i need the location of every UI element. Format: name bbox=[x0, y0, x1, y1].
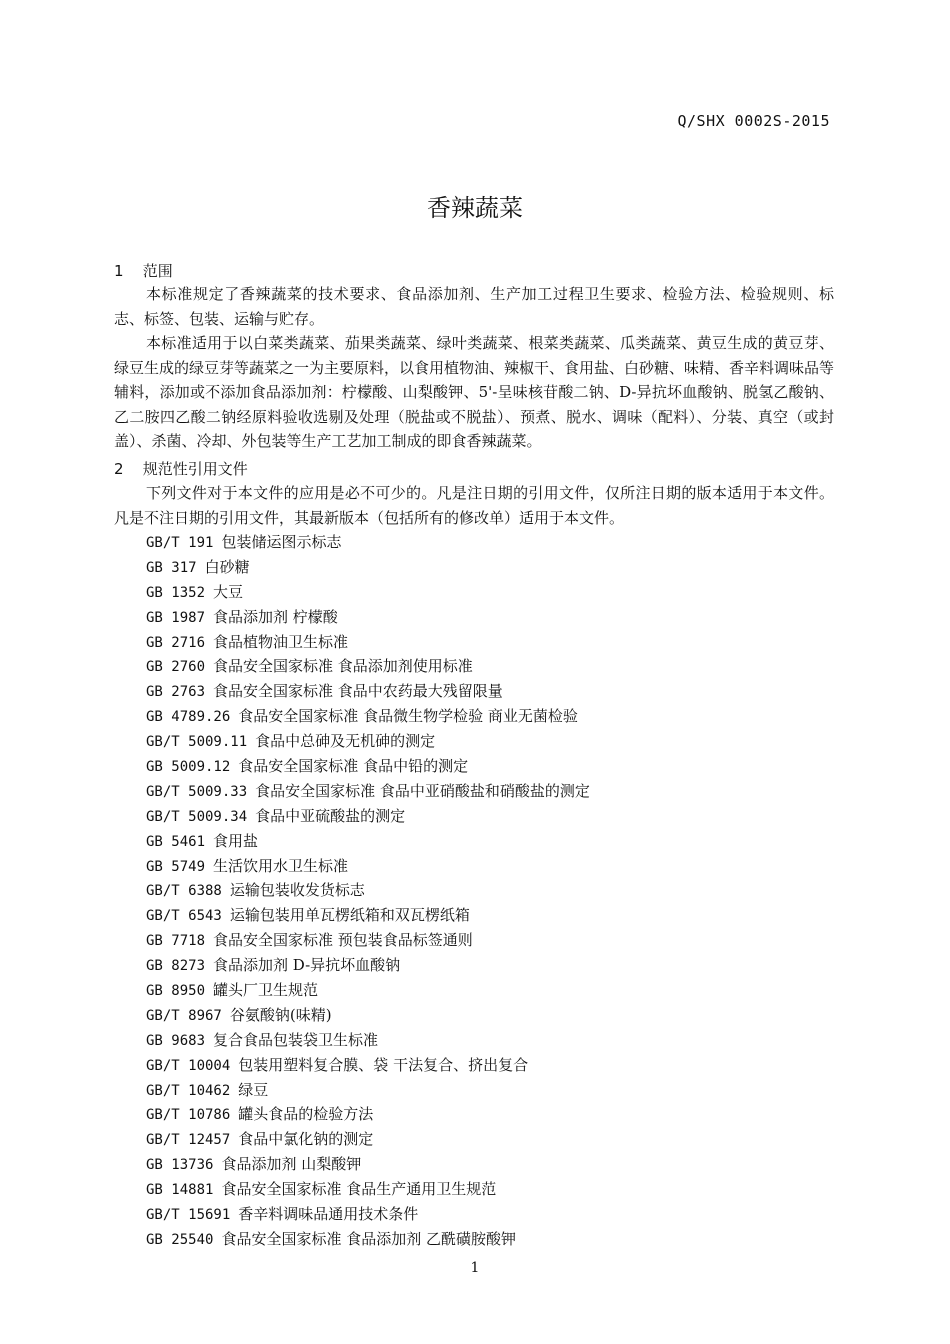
reference-title: 食品中氯化钠的测定 bbox=[238, 1130, 374, 1149]
references-intro-paragraph: 下列文件对于本文件的应用是必不可少的。凡是注日期的引用文件，仅所注日期的版本适用于本文件。凡是不注日期的引用文件，其最新版本（包括所有的修改单）适用于本文件。 bbox=[114, 484, 834, 527]
scope-paragraph-2: 本标准适用于以白菜类蔬菜、茄果类蔬菜、绿叶类蔬菜、根菜类蔬菜、瓜类蔬菜、黄豆生成的黄豆芽、绿豆生成的绿豆芽等蔬菜之一为主要原料，以食用植物油、辣椒干、食用盐、白砂糖、味精、香辛料调味品等辅料，添加或不添加食品添加剂：柠檬酸、山梨酸钾、5'-呈味核苷酸二钠、D-异抗坏血酸钠、脱氢乙酸钠、乙二胺四乙酸二钠经原料验收选剔及处理（脱盐或不脱盐）、预煮、脱水、调味（配料）、分装、真空（或封盖）、杀菌、冷却、外包装等生产工艺加工制成的即食香辣蔬菜。 bbox=[114, 334, 835, 450]
section-heading-references bbox=[114, 458, 248, 479]
reference-title: 包装储运图示标志 bbox=[221, 533, 342, 551]
reference-title: 包装用塑料复合膜、袋 干法复合、挤出复合 bbox=[238, 1055, 529, 1074]
reference-item bbox=[146, 829, 590, 854]
reference-title: 食品安全国家标准 食品生产通用卫生规范 bbox=[221, 1180, 497, 1199]
reference-item bbox=[146, 704, 590, 729]
reference-title: 食品中总砷及无机砷的测定 bbox=[255, 732, 436, 751]
reference-title: 香辛料调味品通用技术条件 bbox=[238, 1205, 419, 1224]
reference-code: GB/T 6543 bbox=[146, 908, 222, 925]
reference-code: GB/T 12457 bbox=[146, 1132, 231, 1149]
reference-item bbox=[146, 903, 590, 928]
reference-title: 食品中亚硫酸盐的测定 bbox=[255, 806, 406, 825]
reference-item bbox=[146, 928, 590, 953]
reference-code: GB 5009.12 bbox=[146, 759, 231, 776]
reference-code: GB 25540 bbox=[146, 1231, 214, 1248]
reference-title: 食品安全国家标准 预包装食品标签通则 bbox=[213, 931, 473, 950]
scope-paragraph-1: 本标准规定了香辣蔬菜的技术要求、食品添加剂、生产加工过程卫生要求、检验方法、检验规则、标志、标签、包装、运输与贮存。 bbox=[114, 285, 834, 328]
reference-item bbox=[146, 779, 590, 804]
document-title: 香辣蔬菜 bbox=[427, 194, 523, 222]
reference-title: 食品添加剂 D-异抗坏血酸钠 bbox=[213, 956, 401, 975]
reference-item bbox=[146, 654, 590, 679]
reference-title: 罐头食品的检验方法 bbox=[238, 1105, 374, 1124]
reference-item bbox=[146, 878, 590, 903]
page-number: 1 bbox=[470, 1260, 480, 1276]
reference-list bbox=[146, 530, 590, 1252]
reference-code: GB 5749 bbox=[146, 858, 206, 875]
reference-code: GB/T 10786 bbox=[146, 1107, 231, 1124]
reference-item bbox=[146, 679, 590, 704]
reference-code: GB 7718 bbox=[146, 933, 206, 950]
reference-item bbox=[146, 530, 590, 555]
reference-item bbox=[146, 1053, 590, 1078]
section-title: 规范性引用文件 bbox=[142, 460, 248, 478]
reference-item bbox=[146, 605, 590, 630]
reference-item bbox=[146, 630, 590, 655]
reference-code: GB 9683 bbox=[146, 1032, 206, 1049]
reference-code: GB/T 5009.34 bbox=[146, 808, 248, 825]
reference-item bbox=[146, 1227, 590, 1252]
reference-title: 食品植物油卫生标准 bbox=[213, 632, 349, 651]
reference-item bbox=[146, 555, 590, 580]
reference-item bbox=[146, 580, 590, 605]
reference-code: GB 4789.26 bbox=[146, 709, 231, 726]
reference-code: GB 1352 bbox=[146, 584, 206, 601]
reference-title: 食品安全国家标准 食品中亚硝酸盐和硝酸盐的测定 bbox=[255, 781, 590, 800]
reference-title: 食品安全国家标准 食品添加剂使用标准 bbox=[213, 657, 473, 676]
reference-item bbox=[146, 1152, 590, 1177]
reference-item bbox=[146, 978, 590, 1003]
reference-title: 食品安全国家标准 食品微生物学检验 商业无菌检验 bbox=[238, 707, 578, 726]
section-number: 1 bbox=[114, 262, 124, 280]
section-heading-scope bbox=[114, 260, 173, 281]
reference-code: GB/T 10462 bbox=[146, 1082, 231, 1099]
reference-code: GB/T 10004 bbox=[146, 1057, 231, 1074]
reference-item bbox=[146, 1003, 590, 1028]
reference-item bbox=[146, 953, 590, 978]
reference-title: 食品添加剂 柠檬酸 bbox=[213, 607, 338, 626]
reference-item bbox=[146, 804, 590, 829]
reference-title: 食用盐 bbox=[213, 831, 259, 850]
reference-code: GB 2760 bbox=[146, 659, 206, 676]
reference-code: GB 5461 bbox=[146, 833, 206, 850]
reference-code: GB/T 5009.11 bbox=[146, 734, 248, 751]
reference-code: GB 2763 bbox=[146, 684, 206, 701]
reference-item bbox=[146, 754, 590, 779]
reference-item bbox=[146, 1177, 590, 1202]
reference-title: 谷氨酸钠(味精) bbox=[229, 1005, 332, 1024]
reference-code: GB/T 15691 bbox=[146, 1207, 231, 1224]
reference-item bbox=[146, 1078, 590, 1103]
standard-code: Q/SHX 0002S-2015 bbox=[677, 112, 830, 130]
reference-title: 绿豆 bbox=[238, 1080, 269, 1099]
reference-title: 食品安全国家标准 食品中农药最大残留限量 bbox=[213, 682, 503, 701]
section-number: 2 bbox=[114, 460, 124, 478]
reference-code: GB 13736 bbox=[146, 1157, 214, 1174]
reference-title: 食品安全国家标准 食品中铅的测定 bbox=[238, 757, 469, 776]
reference-title: 食品安全国家标准 食品添加剂 乙酰磺胺酸钾 bbox=[221, 1229, 516, 1248]
reference-code: GB 1987 bbox=[146, 609, 206, 626]
reference-code: GB/T 5009.33 bbox=[146, 783, 248, 800]
reference-title: 运输包装用单瓦楞纸箱和双瓦楞纸箱 bbox=[229, 906, 470, 925]
reference-item bbox=[146, 1028, 590, 1053]
section-title: 范围 bbox=[142, 262, 173, 280]
reference-item bbox=[146, 854, 590, 879]
reference-code: GB/T 8967 bbox=[146, 1007, 222, 1024]
reference-title: 罐头厂卫生规范 bbox=[213, 981, 319, 1000]
reference-code: GB 317 bbox=[146, 559, 197, 576]
reference-item bbox=[146, 1127, 590, 1152]
reference-item bbox=[146, 1202, 590, 1227]
reference-code: GB/T 6388 bbox=[146, 883, 222, 900]
reference-title: 白砂糖 bbox=[204, 557, 250, 576]
reference-code: GB 14881 bbox=[146, 1182, 214, 1199]
reference-code: GB/T 191 bbox=[146, 535, 214, 551]
reference-title: 复合食品包装袋卫生标准 bbox=[213, 1030, 379, 1049]
reference-title: 运输包装收发货标志 bbox=[229, 881, 365, 900]
reference-item bbox=[146, 1102, 590, 1127]
reference-title: 大豆 bbox=[213, 582, 244, 601]
reference-item bbox=[146, 729, 590, 754]
reference-code: GB 2716 bbox=[146, 634, 206, 651]
reference-title: 生活饮用水卫生标准 bbox=[213, 856, 349, 875]
reference-code: GB 8273 bbox=[146, 958, 206, 975]
reference-title: 食品添加剂 山梨酸钾 bbox=[221, 1155, 362, 1174]
reference-code: GB 8950 bbox=[146, 983, 206, 1000]
